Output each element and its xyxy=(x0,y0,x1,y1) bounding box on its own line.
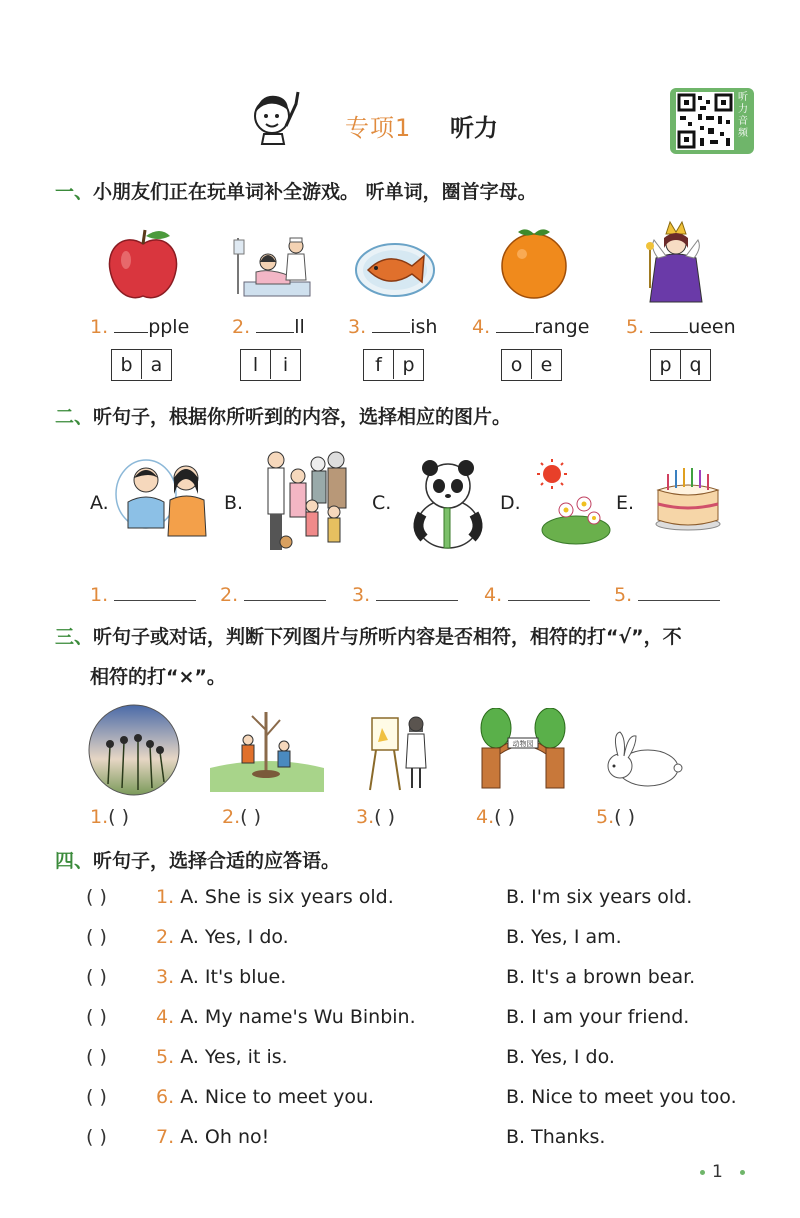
item-number: 2. xyxy=(232,316,251,338)
answer-parentheses[interactable]: ( ) xyxy=(86,1086,107,1108)
answer-parentheses[interactable]: ( ) xyxy=(86,966,107,988)
answer-slot-4[interactable] xyxy=(484,580,590,606)
word-fragment: pple xyxy=(148,316,190,338)
section-2-title xyxy=(55,402,511,429)
answer-parentheses[interactable]: ( ) xyxy=(86,926,107,948)
option-a[interactable]: A. Yes, I do. xyxy=(180,926,289,948)
answer-slot-1[interactable] xyxy=(90,580,196,606)
judge-item-2[interactable] xyxy=(222,806,261,828)
section-4-title xyxy=(55,846,340,873)
letter-option[interactable]: e xyxy=(540,353,553,376)
unit-label: 专项1 xyxy=(345,114,412,142)
option-a[interactable]: A. Nice to meet you. xyxy=(180,1086,375,1108)
page-title: 听力 xyxy=(450,114,498,142)
response-question-5 xyxy=(86,1046,288,1068)
answer-blank[interactable] xyxy=(496,314,534,333)
option-b[interactable]: B. Nice to meet you too. xyxy=(506,1086,737,1108)
item-number: 3. xyxy=(348,316,367,338)
item-number: 3. xyxy=(156,966,175,988)
zoo-gate-picture xyxy=(480,708,566,794)
letter-option[interactable]: o xyxy=(502,350,532,379)
answer-parentheses[interactable]: ( ) xyxy=(86,1046,107,1068)
item-number: 1. xyxy=(90,806,109,828)
response-question-4 xyxy=(86,1006,416,1028)
word-fragment: ueen xyxy=(688,316,736,338)
answer-slot-5[interactable] xyxy=(614,580,720,606)
ill-girl-hospital-picture xyxy=(230,232,314,308)
option-b[interactable]: B. I am your friend. xyxy=(506,1006,690,1028)
word-fragment: ll xyxy=(294,316,305,338)
item-number: 2. xyxy=(222,806,241,828)
birthday-cake-picture xyxy=(652,460,724,536)
letter-option[interactable]: i xyxy=(282,353,289,376)
answer-slot-2[interactable] xyxy=(220,580,326,606)
answer-parentheses[interactable]: ( ) xyxy=(374,806,396,828)
response-question-6 xyxy=(86,1086,374,1108)
answer-blank[interactable] xyxy=(650,314,688,333)
answer-parentheses[interactable]: ( ) xyxy=(86,1126,107,1148)
answer-parentheses[interactable]: ( ) xyxy=(494,806,516,828)
answer-blank[interactable] xyxy=(256,314,294,333)
section-2-number: 二、 xyxy=(55,406,94,428)
item-number: 5. xyxy=(156,1046,175,1068)
letter-option[interactable]: l xyxy=(241,350,271,379)
letter-choice-box-1 xyxy=(111,349,172,381)
answer-line[interactable] xyxy=(114,580,196,601)
fish-plate-picture xyxy=(354,236,436,304)
response-question-1 xyxy=(86,886,394,908)
answer-parentheses[interactable]: ( ) xyxy=(108,806,130,828)
answer-parentheses[interactable]: ( ) xyxy=(614,806,636,828)
response-question-2 xyxy=(86,926,289,948)
section-3-number: 三、 xyxy=(55,626,94,648)
option-b[interactable]: B. It's a brown bear. xyxy=(506,966,696,988)
letter-choice-box-2 xyxy=(240,349,301,381)
letter-option[interactable]: f xyxy=(364,350,394,379)
picture-label-a: A. xyxy=(90,492,109,514)
answer-blank[interactable] xyxy=(372,314,410,333)
family-picture xyxy=(262,446,358,562)
item-number: 4. xyxy=(156,1006,175,1028)
judge-item-1[interactable] xyxy=(90,806,129,828)
boy-girl-talking-picture xyxy=(114,458,214,544)
answer-line[interactable] xyxy=(508,580,590,601)
answer-blank[interactable] xyxy=(114,314,148,333)
section-3-text-line-1: 听句子或对话，判断下列图片与所听内容是否相符，相符的打“√”，不 xyxy=(93,626,682,648)
orange-picture xyxy=(498,224,570,304)
svg-text:动物园: 动物园 xyxy=(512,740,534,748)
section-3-title-line-2: 相符的打“×”。 xyxy=(90,666,226,688)
flowers-at-dusk-picture xyxy=(88,704,180,800)
answer-line[interactable] xyxy=(638,580,720,601)
judge-item-3[interactable] xyxy=(356,806,395,828)
section-2-text: 听句子，根据你所听到的内容，选择相应的图片。 xyxy=(93,406,512,428)
answer-line[interactable] xyxy=(244,580,326,601)
section-1-text: 小朋友们正在玩单词补全游戏。 听单词，圈首字母。 xyxy=(93,181,537,203)
answer-number: 4. xyxy=(484,584,503,606)
answer-number: 5. xyxy=(614,584,633,606)
item-number: 2. xyxy=(156,926,175,948)
apple-picture xyxy=(104,226,182,308)
option-b[interactable]: B. Yes, I do. xyxy=(506,1046,615,1068)
option-b[interactable]: B. Thanks. xyxy=(506,1126,606,1148)
option-a[interactable]: A. Oh no! xyxy=(180,1126,270,1148)
answer-line[interactable] xyxy=(376,580,458,601)
item-number: 5. xyxy=(596,806,615,828)
option-a[interactable]: A. My name's Wu Binbin. xyxy=(180,1006,416,1028)
qr-code-icon[interactable] xyxy=(676,92,734,150)
judge-item-4[interactable] xyxy=(476,806,515,828)
letter-option[interactable]: p xyxy=(402,353,415,376)
sun-flowers-picture xyxy=(532,458,612,552)
letter-choice-box-5 xyxy=(650,349,711,381)
page-number-dot-right xyxy=(740,1170,745,1175)
item-number: 4. xyxy=(472,316,491,338)
item-number: 1. xyxy=(156,886,175,908)
item-number: 6. xyxy=(156,1086,175,1108)
item-number: 7. xyxy=(156,1126,175,1148)
letter-choice-box-4 xyxy=(501,349,562,381)
option-b[interactable]: B. Yes, I am. xyxy=(506,926,622,948)
word-fragment: range xyxy=(534,316,590,338)
word-item-4 xyxy=(472,314,589,338)
option-a[interactable]: A. She is six years old. xyxy=(180,886,394,908)
word-item-1 xyxy=(90,314,189,338)
option-a[interactable]: A. It's blue. xyxy=(180,966,287,988)
answer-parentheses[interactable]: ( ) xyxy=(86,1006,107,1028)
answer-slot-3[interactable] xyxy=(352,580,458,606)
item-number: 5. xyxy=(626,316,645,338)
mascot-boy-illustration xyxy=(248,86,308,146)
letter-option[interactable]: q xyxy=(689,353,702,376)
picture-label-d: D. xyxy=(500,492,521,514)
qr-caption: 听力音频 xyxy=(738,92,748,139)
item-number: 1. xyxy=(90,316,109,338)
item-number: 3. xyxy=(356,806,375,828)
page-number-dot-left xyxy=(700,1170,705,1175)
picture-label-c: C. xyxy=(372,492,392,514)
page-number: 1 xyxy=(712,1162,723,1182)
section-1-number: 一、 xyxy=(55,181,94,203)
picture-label-e: E. xyxy=(616,492,635,514)
rabbit-picture xyxy=(598,730,684,794)
letter-option[interactable]: p xyxy=(651,350,681,379)
panda-picture xyxy=(408,458,488,554)
option-b[interactable]: B. I'm six years old. xyxy=(506,886,693,908)
option-a[interactable]: A. Yes, it is. xyxy=(180,1046,288,1068)
picture-label-b: B. xyxy=(224,492,244,514)
girl-painting-picture xyxy=(366,712,434,796)
word-item-2 xyxy=(232,314,305,338)
queen-picture xyxy=(640,218,716,308)
word-item-3 xyxy=(348,314,437,338)
letter-option[interactable]: a xyxy=(150,353,163,376)
section-1-title xyxy=(55,177,537,204)
item-number: 4. xyxy=(476,806,495,828)
answer-number: 1. xyxy=(90,584,109,606)
judge-item-5[interactable] xyxy=(596,806,635,828)
letter-choice-box-3 xyxy=(363,349,424,381)
section-4-text: 听句子，选择合适的应答语。 xyxy=(93,850,341,872)
response-question-7 xyxy=(86,1126,269,1148)
answer-parentheses[interactable]: ( ) xyxy=(86,886,107,908)
letter-option[interactable]: b xyxy=(112,350,142,379)
word-item-5 xyxy=(626,314,736,338)
response-question-3 xyxy=(86,966,286,988)
answer-number: 3. xyxy=(352,584,371,606)
answer-parentheses[interactable]: ( ) xyxy=(240,806,262,828)
children-planting-tree-picture xyxy=(208,706,326,796)
section-3-title xyxy=(55,622,682,649)
word-fragment: ish xyxy=(410,316,438,338)
section-4-number: 四、 xyxy=(55,850,94,872)
answer-number: 2. xyxy=(220,584,239,606)
